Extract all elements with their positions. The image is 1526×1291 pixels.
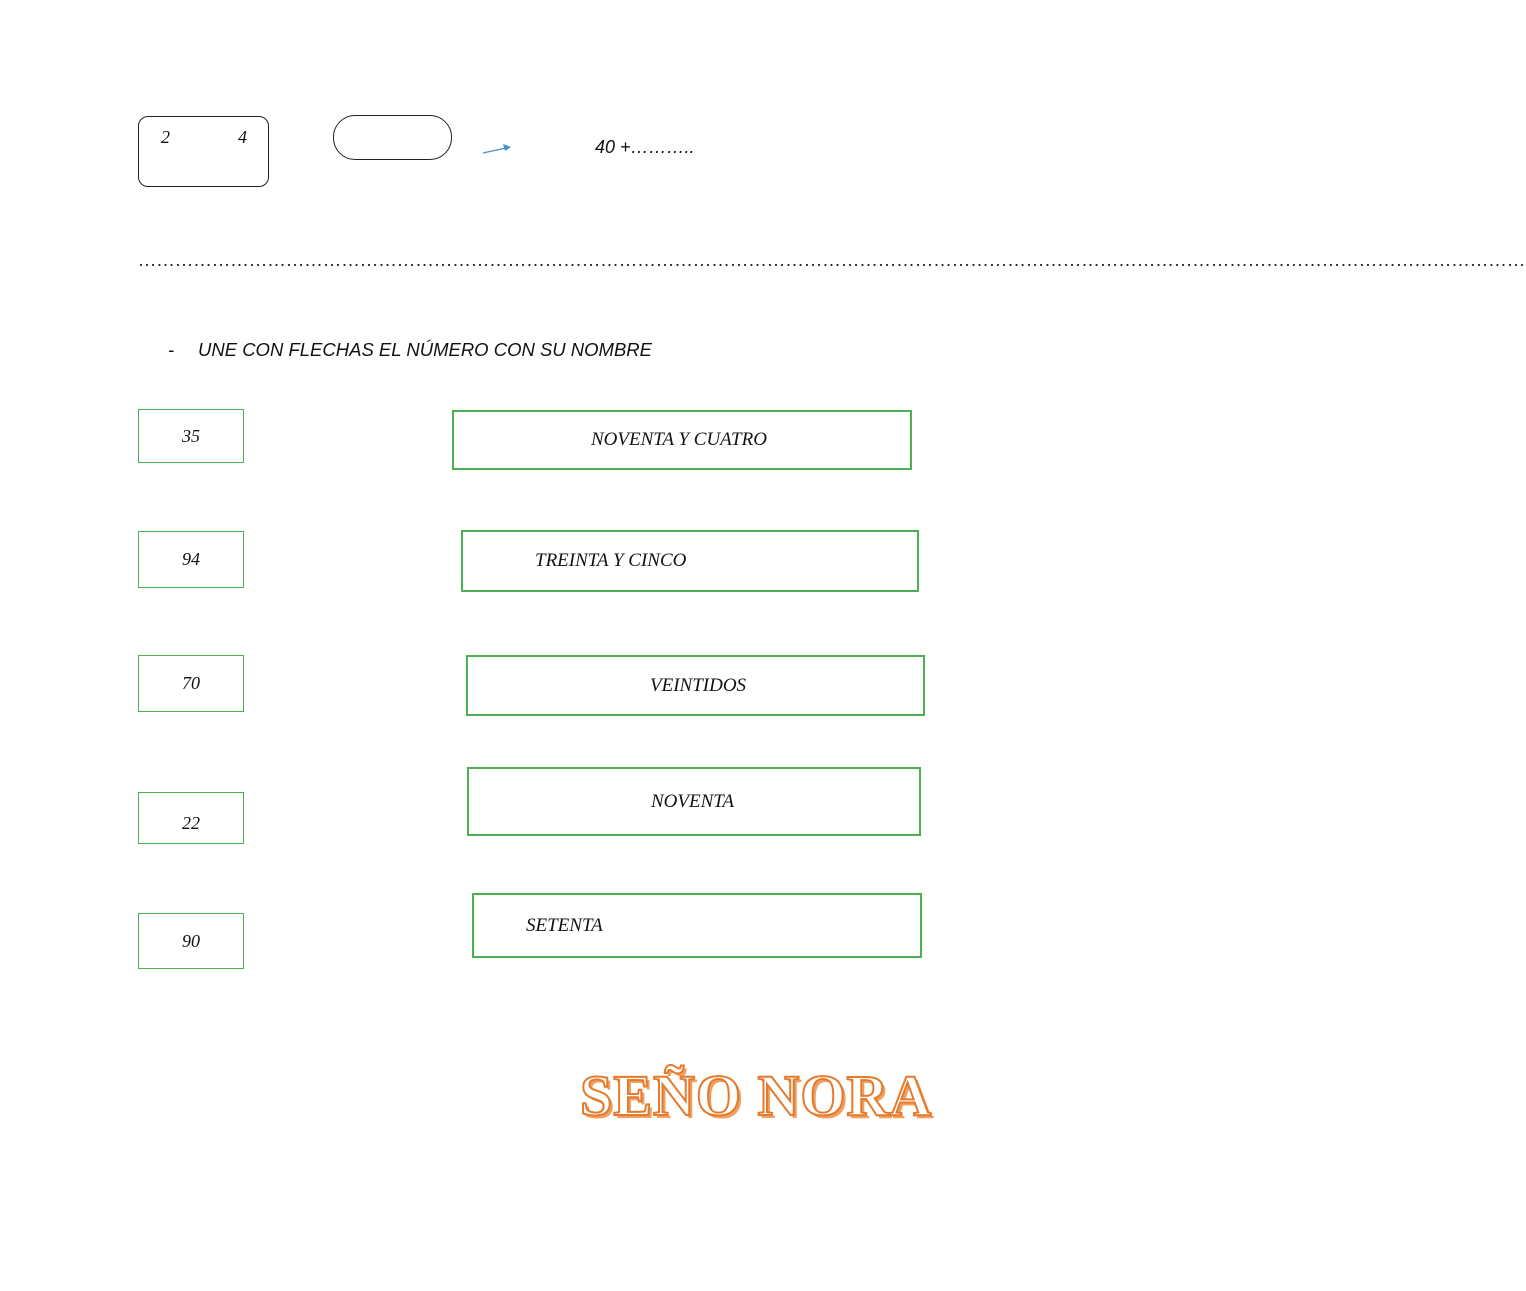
name-box-setenta[interactable]: SETENTA — [472, 893, 922, 958]
digit-units: 4 — [238, 127, 247, 147]
instruction-text: UNE CON FLECHAS EL NÚMERO CON SU NOMBRE — [198, 339, 652, 360]
name-box-noventa-y-cuatro[interactable]: NOVENTA Y CUATRO — [452, 410, 912, 470]
number-box-22[interactable]: 22 — [138, 792, 244, 844]
answer-line[interactable]: ……………………………………………………………………………………………………………………………………………………………………………………………………… — [138, 250, 1526, 270]
decomposition-expression: 40 +……….. — [595, 137, 695, 157]
arrow-right-icon — [482, 140, 514, 156]
digit-box — [138, 116, 269, 187]
number-box-94[interactable]: 94 — [138, 531, 244, 588]
name-box-veintidos[interactable]: VEINTIDOS — [466, 655, 925, 716]
number-box-35[interactable]: 35 — [138, 409, 244, 463]
brand-wordart: SEÑO NORA — [580, 1063, 933, 1128]
instruction — [168, 339, 652, 361]
name-box-treinta-y-cinco[interactable]: TREINTA Y CINCO — [461, 530, 919, 592]
instruction-bullet: - — [168, 339, 175, 360]
number-box-70[interactable]: 70 — [138, 655, 244, 712]
number-box-90[interactable]: 90 — [138, 913, 244, 969]
digit-tens: 2 — [161, 127, 170, 147]
name-box-noventa[interactable]: NOVENTA — [467, 767, 921, 836]
empty-answer-box[interactable] — [333, 115, 452, 160]
